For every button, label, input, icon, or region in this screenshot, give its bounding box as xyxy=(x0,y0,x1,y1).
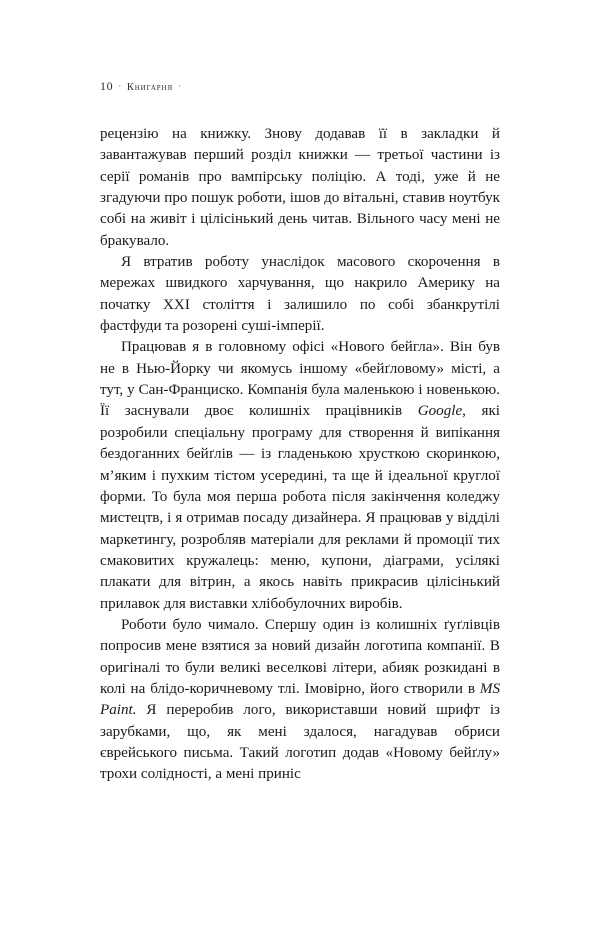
running-head xyxy=(100,79,182,94)
paragraph-4 xyxy=(100,615,500,786)
paragraph-3 xyxy=(100,337,500,614)
paragraph-2: Я втратив роботу унаслідок масового скорочення в мережах швидкого харчування, що накрило Америку на початку XXI століття і залишило по собі збанкрутілі фастфуди та розорені суші-імперії. xyxy=(100,254,500,335)
paragraph-3-emphasis-google: Google xyxy=(417,403,463,420)
paragraph-3-segment-roman-b: , які розробили спеціальну програму для створення й випікання бездоганних бейґлів — із гладенькою хрусткою скоринкою, м’яким і пухким тістом усередині, та ще й ідеальної круглої форми. То була моя перша робота після закінчення коледжу мистецтв, і я отримав посаду дизайнера. Я працював у відділі маркетингу, розробляв матеріали для реклами й промоції тих смаковитих кружалець: меню, купони, діаграми, усілякі плакати для вітрин, а якось навіть прикрасив цілісінький прилавок для виставки хлібобулочних виробів. xyxy=(100,403,500,612)
paragraph-4-emphasis-ms-paint: MS Paint. xyxy=(100,680,500,719)
text-block xyxy=(100,124,500,786)
paragraph-1: рецензію на книжку. Знову додавав її в закладки й завантажував перший розділ книжки — третьої частини із серії романів про вампірську поліцію. А тоді, уже й не згадуючи про пошук роботи, ішов до вітальні, ставив ноутбук собі на живіт і цілісінький день читав. Вільного часу мені не бракувало. xyxy=(100,126,500,249)
paragraph-3-segment-roman-a: Працював я в головному офісі «Нового бейгла». Він був не в Нью-Йорку чи якомусь іншому «бейґловому» місті, а тут, у Сан-Франциско. Компанія була маленькою і новенькою. Її заснували двоє колишніх працівників xyxy=(100,339,500,420)
running-head-separator-left: · xyxy=(118,81,122,91)
running-head-title: книгарня xyxy=(126,82,174,93)
paragraph-4-segment-roman-a: Роботи було чимало. Спершу один із колишніх ґуґлівців попросив мене взятися за новий дизайн логотипа компанії. В оригіналі то були великі веселкові літери, абияк розкидані в колі на блідо-коричневому тлі. Імовірно, його створили в xyxy=(100,616,500,697)
paragraph-4-segment-roman-b: Я переробив лого, використавши новий шрифт із зарубками, що, як мені здалося, нагадував обриси єврейського письма. Такий логотип додав «Новому бейґлу» трохи солідності, а мені приніс xyxy=(100,702,500,783)
running-head-separator-right: · xyxy=(178,81,182,91)
page-number: 10 xyxy=(100,79,114,93)
